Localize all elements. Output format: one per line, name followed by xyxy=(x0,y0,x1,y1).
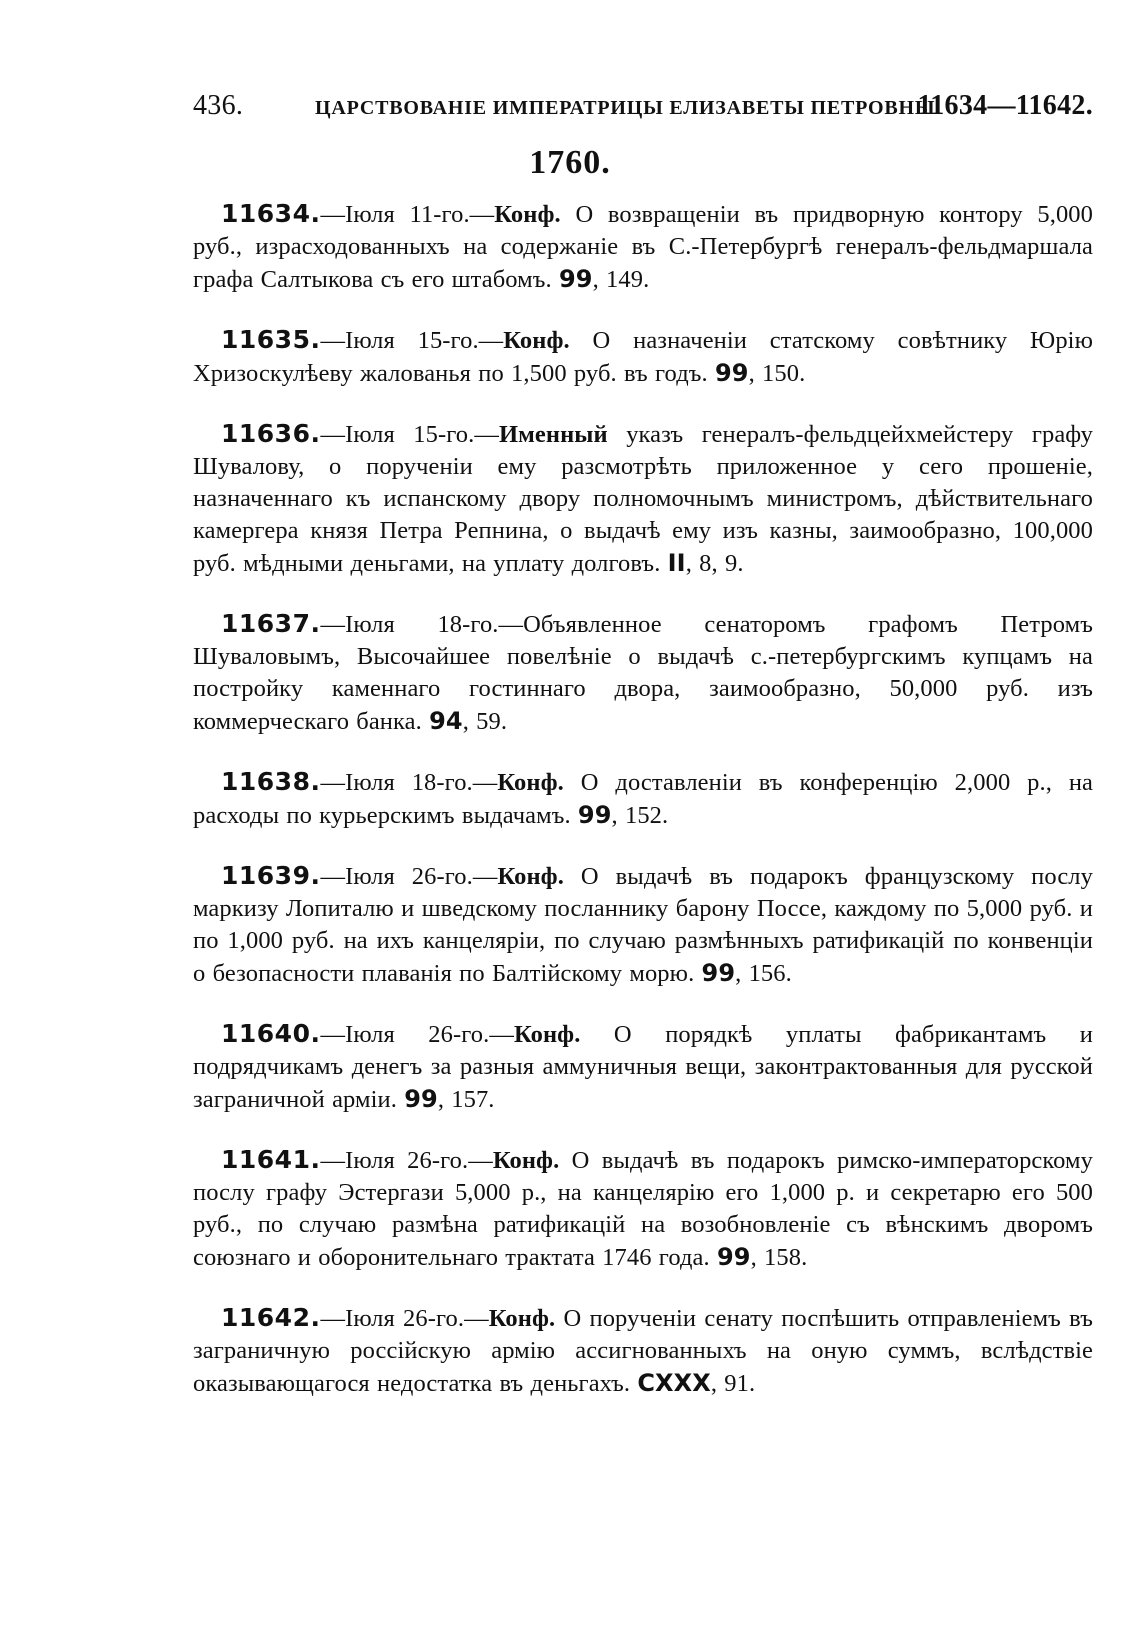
entry-text: О доставленіи въ конференцію 2,000 р., на расходы по курьерскимъ выдачамъ. xyxy=(193,769,1094,829)
entry-source: 99 xyxy=(701,959,736,987)
entry-number: 11637. xyxy=(221,609,321,638)
entry-11634 xyxy=(193,198,1093,296)
entry-number: 11641. xyxy=(221,1145,321,1174)
entry-kind: Конф. xyxy=(503,327,570,354)
entry-11637 xyxy=(193,608,1093,738)
entry-date: —Іюля 26-го.— xyxy=(320,1305,489,1332)
entry-ref: , 158. xyxy=(750,1244,808,1271)
entry-source: 99 xyxy=(404,1085,438,1113)
entry-number: 11638. xyxy=(221,767,321,796)
entries-list xyxy=(193,198,1093,1400)
entry-text: О возвращеніи въ придворную контору 5,000 руб., израсходованныхъ на содержаніе въ С.-Петербургѣ генералъ-фельдмаршала графа Салтыкова съ его штабомъ. xyxy=(193,201,1093,293)
entry-source: II xyxy=(667,549,686,577)
entry-range: 11634—11642. xyxy=(917,90,1093,121)
entry-ref: , 149. xyxy=(592,266,650,293)
entry-text: О назначеніи статскому совѣтнику Юрію Хризоскулѣеву жалованья по 1,500 руб. въ годъ. xyxy=(193,327,1093,387)
entry-text: О порядкѣ уплаты фабрикантамъ и подрядчикамъ денегъ за разныя аммуничныя вещи, законтрактованныя для русской заграничной арміи. xyxy=(193,1021,1093,1113)
entry-kind: Конф. xyxy=(497,769,564,796)
entry-ref: , 150. xyxy=(748,360,806,387)
entry-ref: , 91. xyxy=(710,1370,756,1397)
entry-text: О порученіи сенату поспѣшить отправленіемъ въ заграничную россійскую армію ассигнованныхъ на оную суммъ, вслѣдствіе оказывающагося недостатка въ деньгахъ. xyxy=(193,1305,1093,1397)
entry-text: О выдачѣ въ подарокъ французскому послу маркизу Лопиталю и шведскому посланнику барону Поссе, каждому по 5,000 руб. и по 1,000 руб. на ихъ канцеляріи, по случаю размѣнныхъ ратификацій по конвенціи о безопасности плаванія по Балтійскому морю. xyxy=(193,863,1093,987)
entry-11640 xyxy=(193,1018,1093,1116)
entry-source: 99 xyxy=(577,801,612,829)
entry-date: —Іюля 18-го.— xyxy=(320,769,498,796)
entry-source: 99 xyxy=(716,1243,751,1271)
entry-11641 xyxy=(193,1144,1093,1274)
entry-kind: Именный xyxy=(498,421,608,448)
entry-kind: Конф. xyxy=(513,1021,581,1048)
entry-source: 94 xyxy=(429,707,463,735)
entry-kind: Конф. xyxy=(492,1147,560,1174)
entry-ref: , 59. xyxy=(462,708,508,735)
entry-ref: , 8, 9. xyxy=(685,550,744,577)
entry-kind: Конф. xyxy=(488,1305,556,1332)
entry-number: 11639. xyxy=(221,861,321,890)
entry-11636 xyxy=(193,418,1093,580)
entry-11642 xyxy=(193,1302,1093,1400)
page-number: 436. xyxy=(193,90,244,121)
entry-text: Объявленное сенаторомъ графомъ Петромъ Шуваловымъ, Высочайшее повелѣніе о выдачѣ с.-петербургскимъ купцамъ на постройку каменнаго гостиннаго двора, заимообразно, 50,000 руб. изъ коммерческаго банка. xyxy=(193,611,1093,735)
entry-ref: , 156. xyxy=(735,960,792,987)
year-heading: 1760. xyxy=(529,144,611,181)
entry-date: —Іюля 26-го.— xyxy=(320,863,498,890)
entry-date: —Іюля 11-го.— xyxy=(320,201,495,228)
entry-11638 xyxy=(193,766,1093,832)
entry-11635 xyxy=(193,324,1093,390)
entry-ref: , 152. xyxy=(611,802,669,829)
entry-source: 99 xyxy=(714,359,749,387)
entry-number: 11640. xyxy=(221,1019,321,1048)
entry-date: —Іюля 15-го.— xyxy=(320,421,499,448)
entry-date: —Іюля 26-го.— xyxy=(320,1021,514,1048)
entry-number: 11636. xyxy=(221,419,321,448)
entry-date: —Іюля 18-го.— xyxy=(320,611,524,638)
entry-source: 99 xyxy=(559,265,593,293)
entry-source: CXXX xyxy=(637,1369,711,1397)
entry-11639 xyxy=(193,860,1093,990)
entry-ref: , 157. xyxy=(437,1086,495,1113)
entry-kind: Конф. xyxy=(497,863,564,890)
entry-number: 11642. xyxy=(221,1303,321,1332)
running-header xyxy=(193,86,1093,126)
entry-text: О выдачѣ въ подарокъ римско-императорскому послу графу Эстергази 5,000 р., на канцелярію его 1,000 р. и секретарю его 500 руб., по случаю размѣна ратификацій на возобновленіе съ вѣнскимъ дворомъ союзнаго и оборонительнаго трактата 1746 года. xyxy=(193,1147,1093,1271)
entry-number: 11634. xyxy=(221,199,321,228)
entry-number: 11635. xyxy=(221,325,321,354)
entry-kind: Конф. xyxy=(494,201,561,228)
entry-text: указъ генералъ-фельдцейхмейстеру графу Шувалову, о порученіи ему разсмотрѣть приложенное у сего прошеніе, назначеннаго къ испанскому двору полномочнымъ министромъ, дѣйствительнаго камергера князя Петра Репнина, о выдачѣ ему изъ казны, заимообразно, 100,000 руб. мѣдными деньгами, на уплату долговъ. xyxy=(193,421,1094,577)
entry-date: —Іюля 26-го.— xyxy=(320,1147,493,1174)
entry-date: —Іюля 15-го.— xyxy=(320,327,504,354)
running-title: ЦАРСТВОВАНІЕ ИМПЕРАТРИЦЫ ЕЛИЗАВЕТЫ ПЕТРОВНЫ. xyxy=(315,97,942,119)
